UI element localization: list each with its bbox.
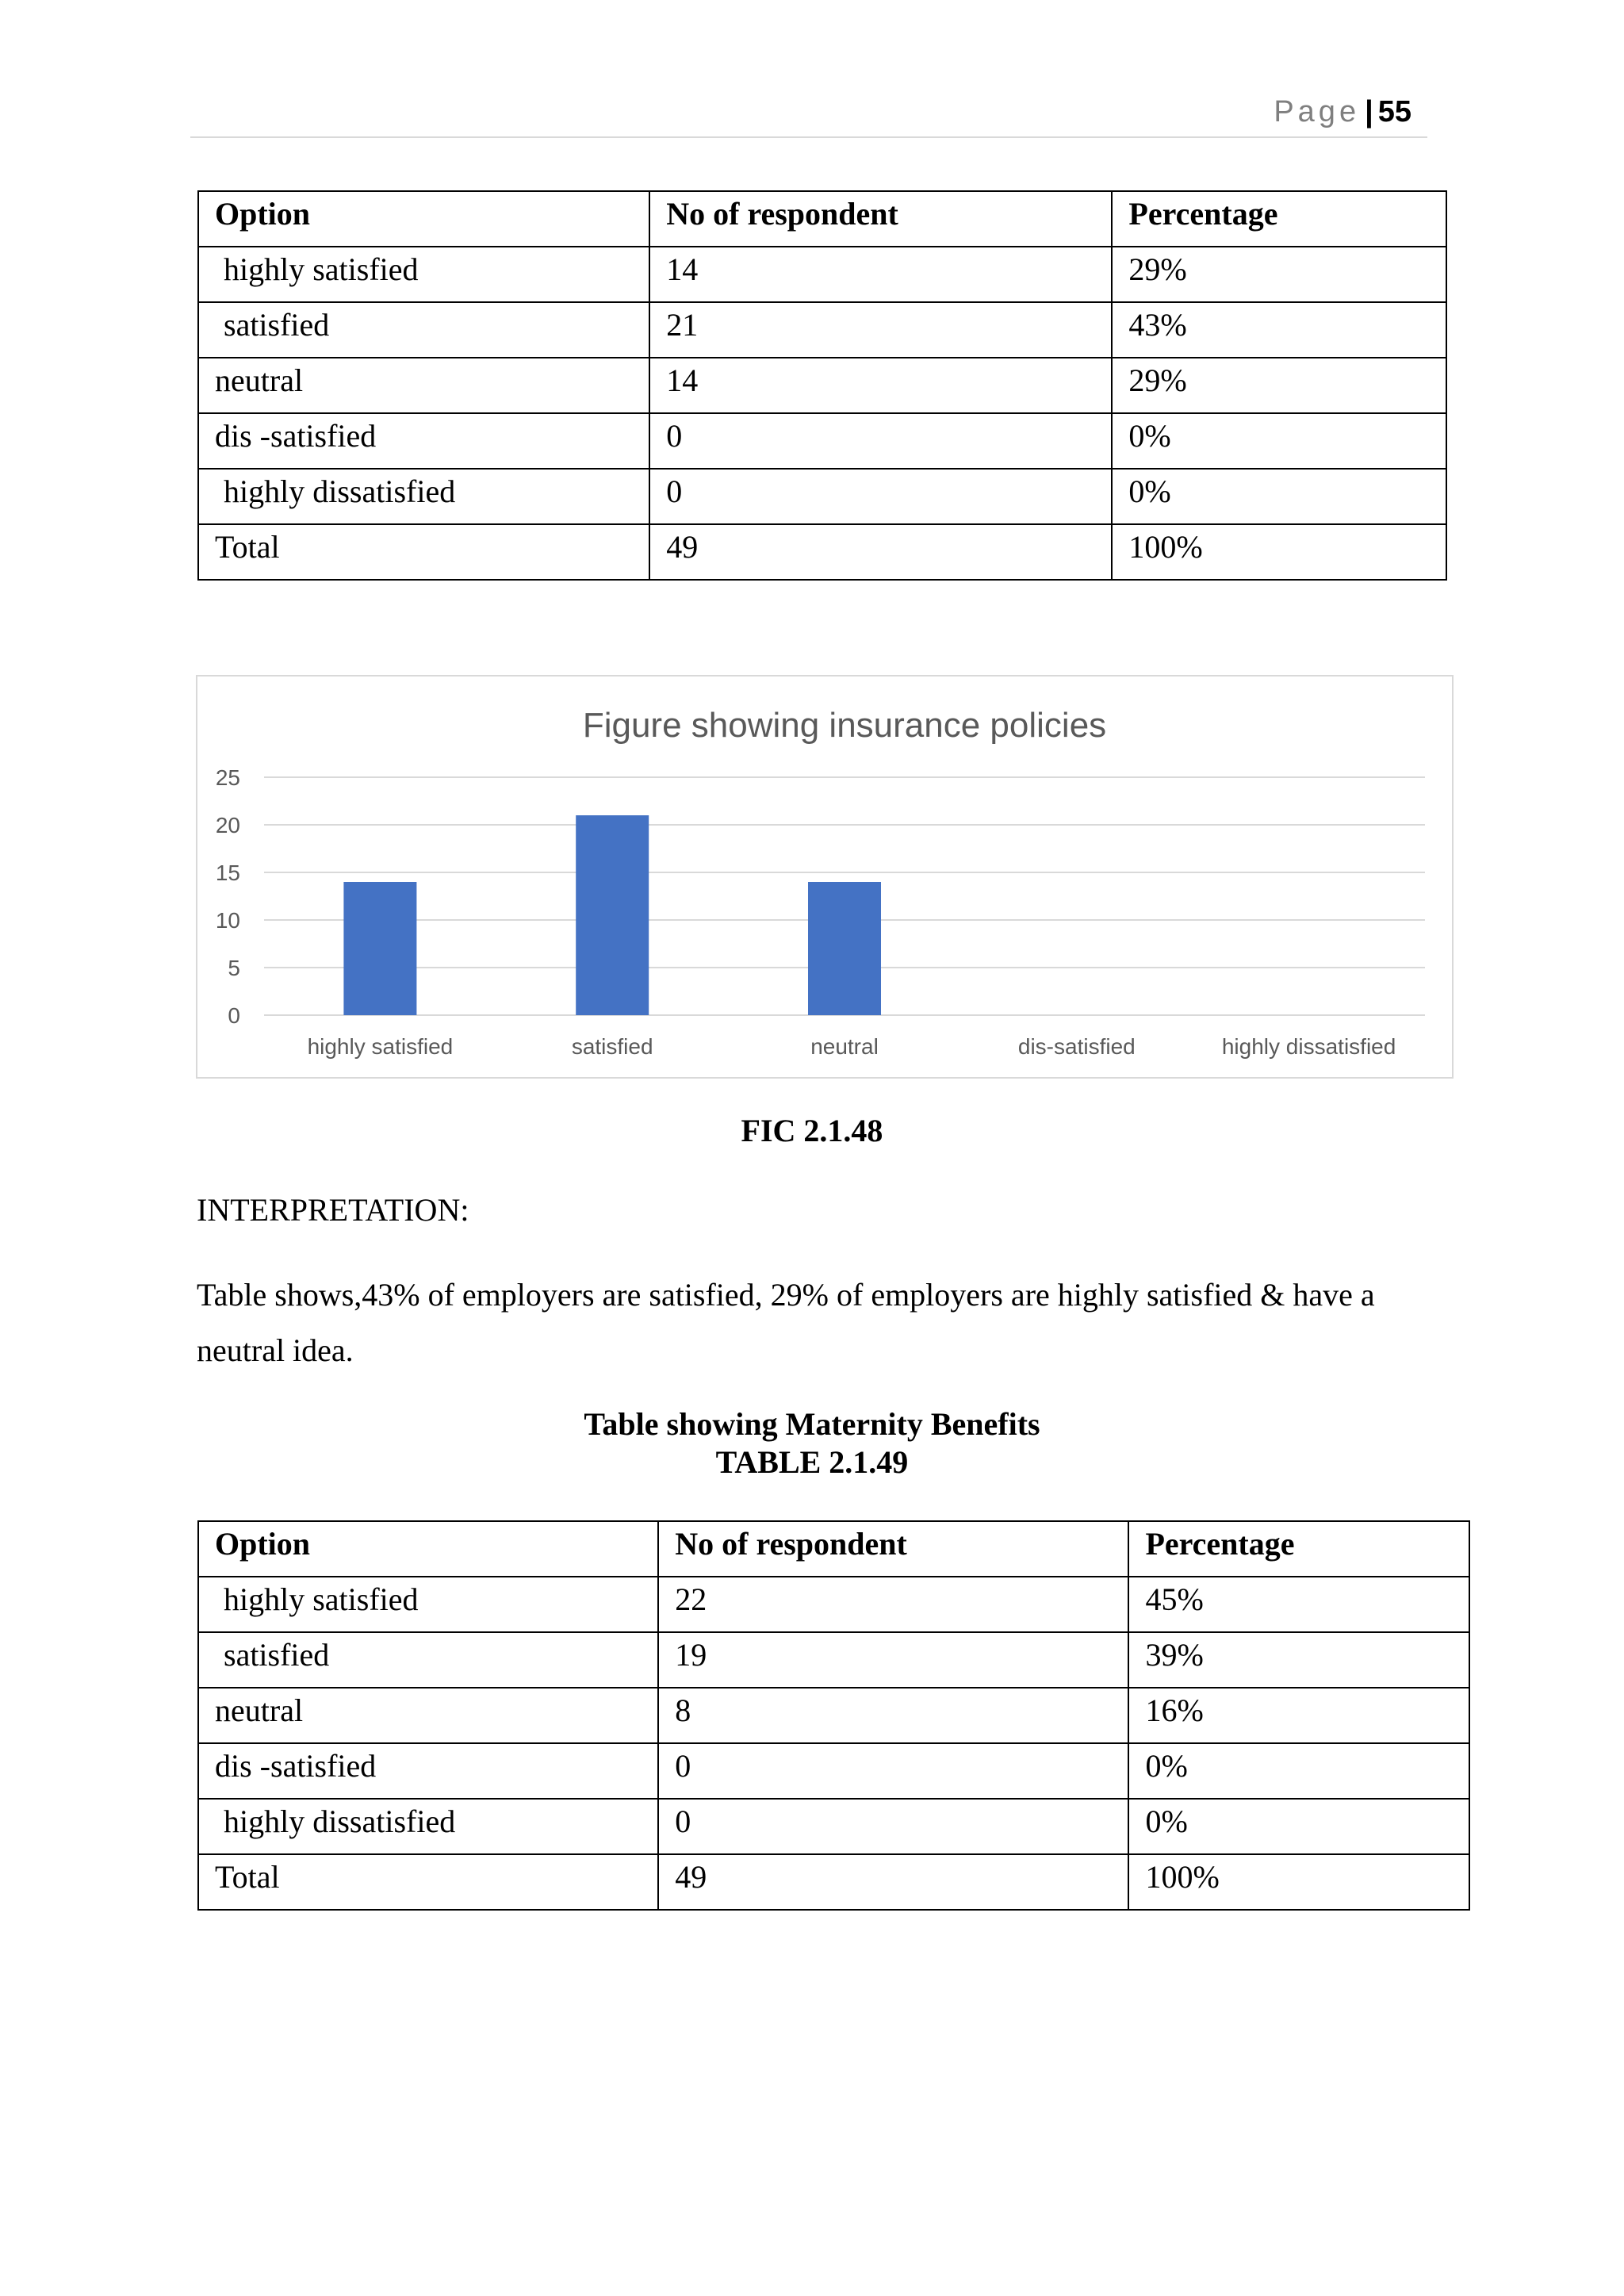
respondents-cell: 0 — [658, 1799, 1128, 1854]
insurance-policies-table — [197, 190, 1447, 581]
option-cell: Total — [198, 524, 649, 580]
column-header-respondents: No of respondent — [658, 1521, 1128, 1577]
table-row — [198, 302, 1446, 358]
option-cell: Total — [198, 1854, 658, 1910]
table-row — [198, 1688, 1469, 1743]
chart-title: Figure showing insurance policies — [582, 706, 1107, 745]
option-cell: neutral — [198, 1688, 658, 1743]
percentage-cell: 0% — [1112, 469, 1446, 524]
respondents-cell: 0 — [649, 469, 1112, 524]
x-tick-label: satisfied — [571, 1034, 653, 1059]
bar — [576, 815, 649, 1015]
percentage-cell: 39% — [1128, 1632, 1469, 1688]
respondents-cell: 8 — [658, 1688, 1128, 1743]
respondents-cell: 0 — [649, 413, 1112, 469]
y-tick-label: 25 — [215, 765, 240, 790]
respondents-cell: 0 — [658, 1743, 1128, 1799]
x-tick-label: highly satisfied — [307, 1034, 454, 1059]
percentage-cell: 16% — [1128, 1688, 1469, 1743]
x-tick-label: dis-satisfied — [1017, 1034, 1136, 1059]
option-cell: dis -satisfied — [198, 413, 649, 469]
column-header-option: Option — [198, 191, 649, 247]
column-header-percentage: Percentage — [1128, 1521, 1469, 1577]
table-row — [198, 413, 1446, 469]
percentage-cell: 0% — [1112, 413, 1446, 469]
option-cell: satisfied — [198, 1632, 658, 1688]
page-number — [1274, 95, 1411, 129]
respondents-cell: 49 — [658, 1854, 1128, 1910]
table-row — [198, 1743, 1469, 1799]
table-header-row — [198, 1521, 1469, 1577]
respondents-cell: 21 — [649, 302, 1112, 358]
interpretation-text: Table shows,43% of employers are satisfied, 29% of employers are highly satisfied & have a neutral idea. — [197, 1277, 1375, 1368]
table-row — [198, 1799, 1469, 1854]
table-row — [198, 469, 1446, 524]
table-row — [198, 1577, 1469, 1632]
percentage-cell: 29% — [1112, 358, 1446, 413]
y-tick-label: 0 — [228, 1003, 240, 1028]
respondents-cell: 22 — [658, 1577, 1128, 1632]
respondents-cell: 19 — [658, 1632, 1128, 1688]
column-header-respondents: No of respondent — [649, 191, 1112, 247]
page-header — [190, 95, 1427, 138]
table-row — [198, 1632, 1469, 1688]
respondents-cell: 14 — [649, 358, 1112, 413]
bar — [808, 882, 881, 1015]
maternity-benefits-table — [197, 1520, 1470, 1911]
y-tick-label: 10 — [215, 908, 240, 933]
option-cell: highly dissatisfied — [198, 1799, 658, 1854]
table2-title-line2: TABLE 2.1.49 — [715, 1444, 909, 1480]
page-number-value: 55 — [1377, 95, 1411, 128]
option-cell: highly satisfied — [198, 1577, 658, 1632]
table2-title — [0, 1405, 1624, 1481]
respondents-cell: 14 — [649, 247, 1112, 302]
option-cell: satisfied — [198, 302, 649, 358]
table-row — [198, 247, 1446, 302]
respondents-cell: 49 — [649, 524, 1112, 580]
y-tick-label: 5 — [228, 956, 240, 980]
page-separator: | — [1365, 95, 1373, 128]
option-cell: dis -satisfied — [198, 1743, 658, 1799]
column-header-percentage: Percentage — [1112, 191, 1446, 247]
x-tick-label: neutral — [810, 1034, 879, 1059]
table-total-row — [198, 1854, 1469, 1910]
percentage-cell: 29% — [1112, 247, 1446, 302]
interpretation-heading: INTERPRETATION: — [197, 1192, 469, 1228]
bar-chart-svg — [197, 677, 1452, 1077]
x-tick-label: highly dissatisfied — [1221, 1034, 1396, 1059]
figure-caption: FIC 2.1.48 — [741, 1113, 883, 1148]
option-cell: highly dissatisfied — [198, 469, 649, 524]
option-cell: highly satisfied — [198, 247, 649, 302]
option-cell: neutral — [198, 358, 649, 413]
percentage-cell: 0% — [1128, 1799, 1469, 1854]
bar — [343, 882, 416, 1015]
table-header-row — [198, 191, 1446, 247]
table-row — [198, 358, 1446, 413]
percentage-cell: 100% — [1112, 524, 1446, 580]
percentage-cell: 0% — [1128, 1743, 1469, 1799]
table2-title-line1: Table showing Maternity Benefits — [584, 1406, 1040, 1442]
y-tick-label: 15 — [215, 861, 240, 885]
percentage-cell: 43% — [1112, 302, 1446, 358]
y-tick-label: 20 — [215, 813, 240, 838]
table-total-row — [198, 524, 1446, 580]
page-word: Page — [1274, 95, 1361, 128]
column-header-option: Option — [198, 1521, 658, 1577]
percentage-cell: 100% — [1128, 1854, 1469, 1910]
percentage-cell: 45% — [1128, 1577, 1469, 1632]
insurance-policies-chart — [196, 675, 1454, 1079]
